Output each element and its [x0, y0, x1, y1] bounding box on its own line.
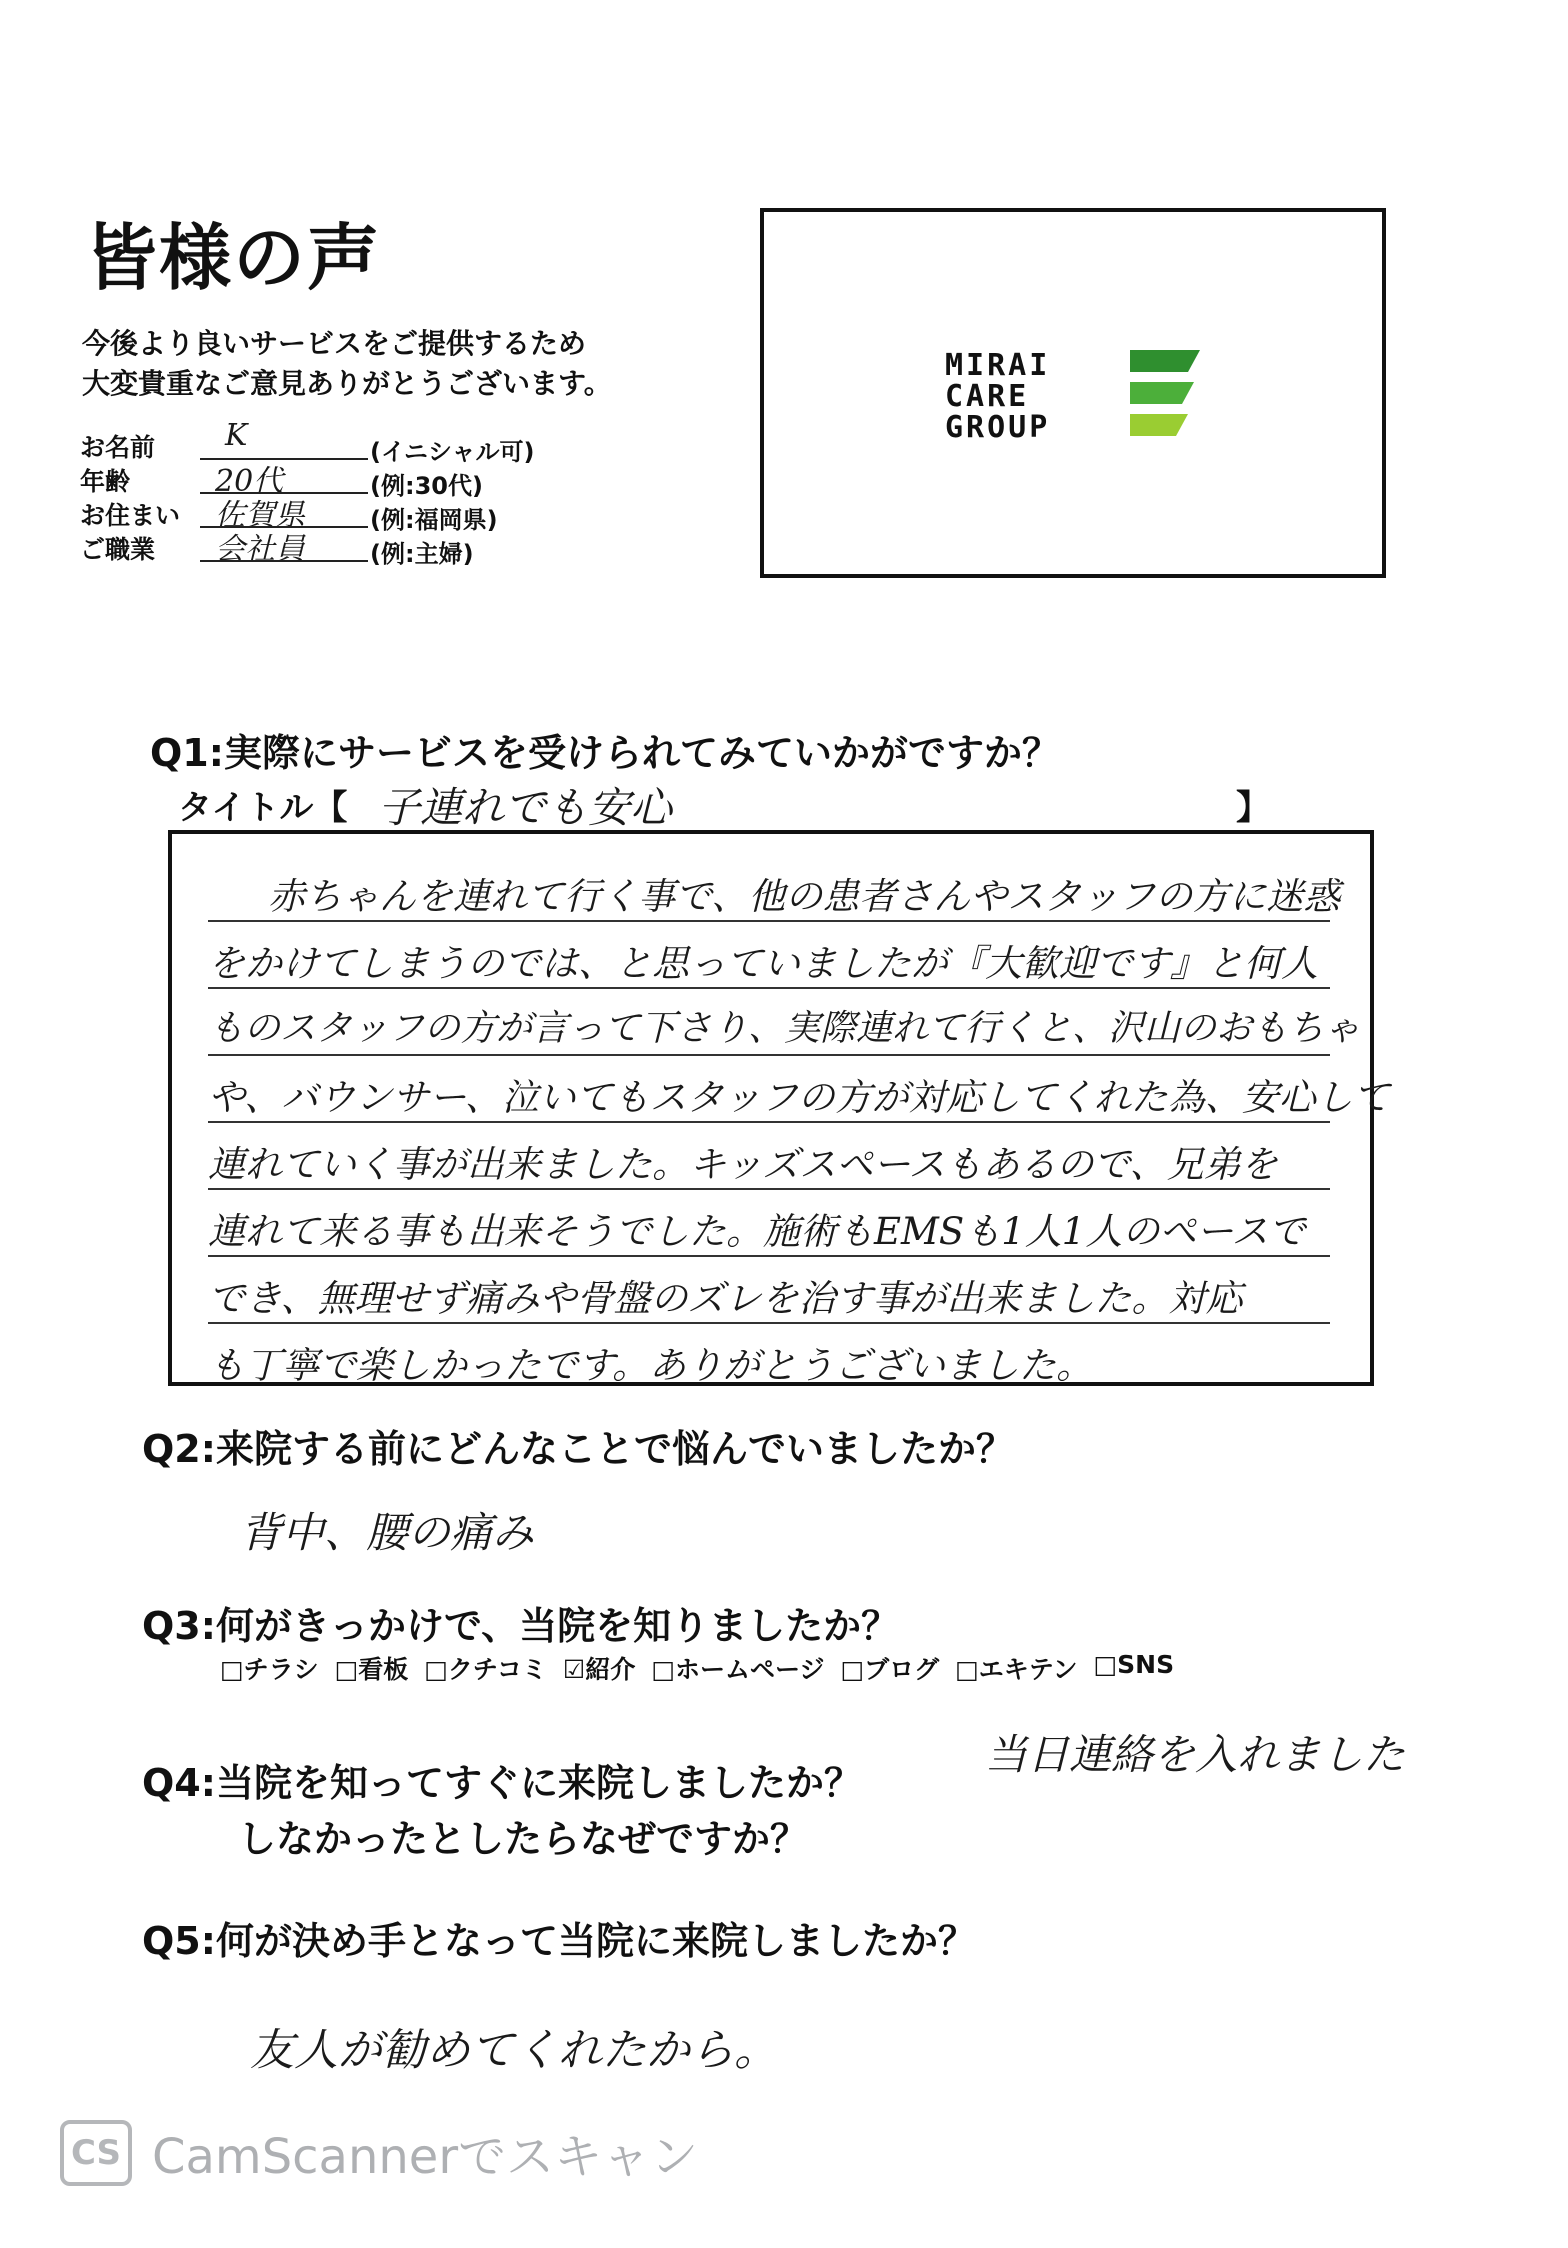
- checkbox-icon: □: [1093, 1650, 1118, 1679]
- checkbox-icon: □: [424, 1655, 448, 1684]
- q1-answer-line: でき、無理せず痛みや骨盤のズレを治す事が出来ました。対応: [208, 1277, 1243, 1320]
- q4-question-line-1: Q4:当院を知ってすぐに来院しましたか？: [142, 1761, 862, 1805]
- q1-answer-line: ものスタッフの方が言って下さり、実際連れて行くと、沢山のおもちゃ: [208, 1008, 1361, 1049]
- name-hint: (イニシャル可): [370, 438, 535, 466]
- camscanner-logo-icon: CS: [60, 2120, 132, 2186]
- logo-line-mirai: MIRAI: [945, 348, 1051, 383]
- q1-answer-line: も丁寧で楽しかったです。ありがとうございました。: [208, 1344, 1094, 1387]
- q1-title-value: 子連れでも安心: [378, 783, 673, 832]
- occupation-value: 会社員: [215, 532, 305, 567]
- logo-line-group: GROUP: [945, 410, 1051, 445]
- logo-box: [760, 208, 1386, 578]
- occupation-label: ご職業: [80, 535, 156, 564]
- intro-text-line-1: 今後より良いサービスをご提供するため: [82, 327, 587, 360]
- option-ekiten[interactable]: □エキテン: [955, 1655, 1078, 1684]
- q4-answer: 当日連絡を入れました: [985, 1730, 1406, 1779]
- checkbox-icon: □: [955, 1655, 979, 1684]
- q4-question-line-2: しなかったとしたらなぜですか？: [238, 1817, 809, 1861]
- q3-options: [220, 1650, 1174, 1686]
- q1-title-label: タイトル【: [178, 788, 348, 828]
- q1-answer-line: や、バウンサー、泣いてもスタッフの方が対応してくれた為、安心して: [208, 1076, 1390, 1119]
- q1-answer-line: 赤ちゃんを連れて行く事で、他の患者さんやスタッフの方に迷惑: [268, 875, 1341, 918]
- q1-question: Q1:実際にサービスを受けられてみていかがですか？: [150, 731, 1060, 775]
- q2-answer: 背中、腰の痛み: [240, 1508, 535, 1557]
- ruled-line: [208, 987, 1330, 989]
- option-word-of-mouth[interactable]: □クチコミ: [424, 1655, 547, 1684]
- option-homepage[interactable]: □ホームページ: [651, 1655, 825, 1684]
- ruled-line: [208, 1188, 1330, 1190]
- ruled-line: [208, 1255, 1330, 1257]
- logo-wordmark: [945, 350, 1050, 443]
- page-title: 皆様の声: [85, 216, 382, 300]
- q5-question: Q5:何が決め手となって当院に来院しましたか？: [142, 1919, 976, 1963]
- intro-text-line-2: 大変貴重なご意見ありがとうございます。: [82, 367, 612, 400]
- q1-title-close: 】: [1236, 788, 1270, 828]
- option-blog[interactable]: □ブログ: [840, 1655, 940, 1684]
- option-signboard[interactable]: □看板: [334, 1655, 409, 1684]
- q5-answer: 友人が勧めてくれたから。: [250, 2025, 778, 2076]
- occupation-underline: [200, 560, 368, 562]
- residence-hint: (例:福岡県): [370, 506, 498, 534]
- q3-question: Q3:何がきっかけで、当院を知りましたか？: [142, 1604, 900, 1648]
- camscanner-watermark: CamScannerでスキャン: [152, 2129, 699, 2185]
- q1-answer-line: 連れて来る事も出来そうでした。施術もEMSも1人1人のペースで: [208, 1210, 1306, 1253]
- q1-answer-line: をかけてしまうのでは、と思っていましたが『大歓迎です』と何人: [208, 942, 1318, 985]
- ruled-line: [208, 1322, 1330, 1324]
- q2-question: Q2:来院する前にどんなことで悩んでいましたか？: [142, 1427, 1014, 1471]
- checkbox-icon: □: [334, 1655, 359, 1684]
- checkbox-icon: □: [651, 1655, 675, 1684]
- ruled-line: [208, 1054, 1330, 1056]
- checkbox-icon: □: [220, 1655, 244, 1684]
- ruled-line: [208, 920, 1330, 922]
- occupation-hint: (例:主婦): [370, 540, 474, 568]
- age-hint: (例:30代): [370, 472, 483, 500]
- q1-answer-line: 連れていく事が出来ました。キッズスペースもあるので、兄弟を: [208, 1143, 1278, 1186]
- residence-label: お住まい: [80, 501, 181, 530]
- residence-value: 佐賀県: [215, 498, 305, 533]
- logo-stripes-icon: [1130, 348, 1200, 438]
- option-referral[interactable]: ☑紹介: [562, 1655, 636, 1684]
- option-sns[interactable]: □SNS: [1093, 1650, 1175, 1679]
- name-label: お名前: [80, 433, 156, 462]
- age-value: 20代: [215, 464, 284, 499]
- checked-checkbox-icon: ☑: [562, 1655, 586, 1684]
- name-value: K: [225, 418, 248, 453]
- option-flyer[interactable]: □チラシ: [220, 1655, 319, 1684]
- age-label: 年齢: [80, 467, 131, 496]
- ruled-line: [208, 1121, 1330, 1123]
- logo-line-care: CARE: [945, 379, 1030, 414]
- checkbox-icon: □: [840, 1655, 865, 1684]
